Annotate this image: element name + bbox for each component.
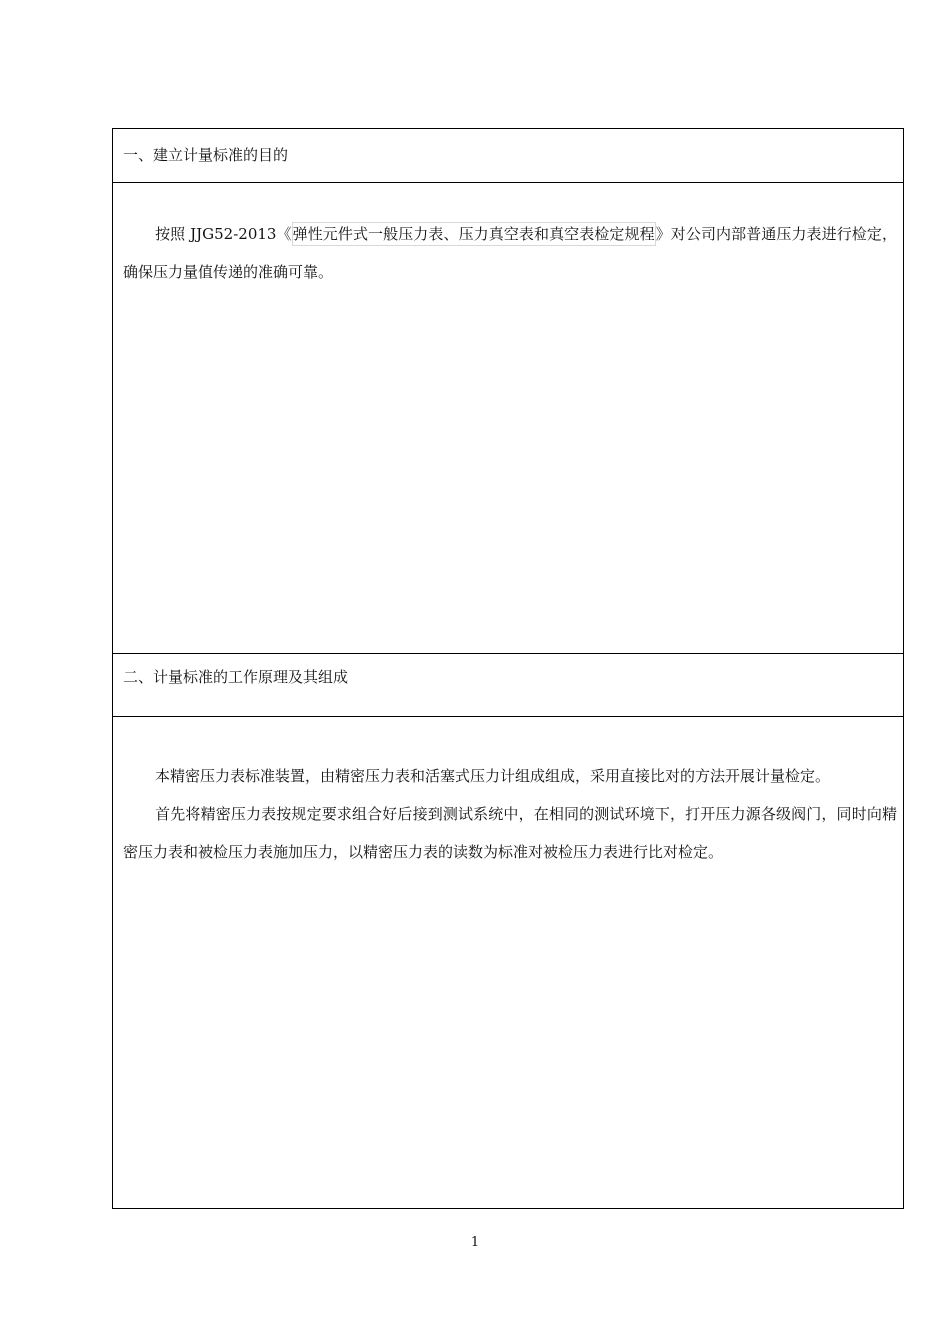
section2-paragraph-1	[123, 757, 897, 795]
section1-header-row	[113, 129, 903, 183]
section1-heading: 一、建立计量标准的目的	[123, 146, 289, 164]
section1-paragraph	[123, 215, 897, 291]
section2-paragraph-2	[123, 795, 897, 871]
document-table	[112, 128, 904, 1209]
section1-para-prefix: 按照 JJG52-2013《	[155, 225, 292, 243]
regulation-reference: 弹性元件式一般压力表、压力真空表和真空表检定规程	[292, 222, 656, 246]
section2-heading: 二、计量标准的工作原理及其组成	[123, 668, 349, 686]
section2-body-row	[113, 717, 903, 1208]
section1-body-row	[113, 183, 903, 654]
section2-para1-text: 本精密压力表标准装置，由精密压力表和活塞式压力计组成组成，采用直接比对的方法开展计量检定。	[155, 767, 831, 785]
section1-para-suffix: 》对公司内部普通压力表进行检定，确保压力量值传递的准确可靠。	[123, 225, 897, 281]
page-number: 1	[470, 1235, 480, 1250]
section2-header-row	[113, 654, 903, 717]
section2-para2-text: 首先将精密压力表按规定要求组合好后接到测试系统中，在相同的测试环境下，打开压力源各级阀门，同时向精密压力表和被检压力表施加压力，以精密压力表的读数为标准对被检压力表进行比对检定。	[123, 805, 897, 861]
